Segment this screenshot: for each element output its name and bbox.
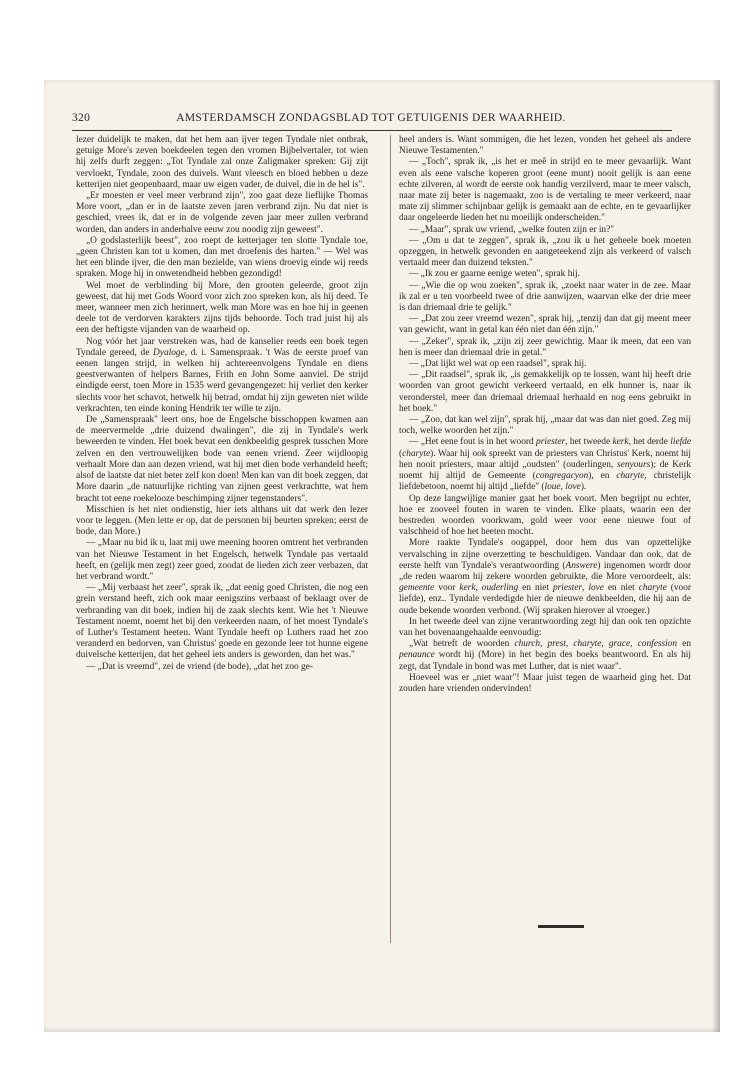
dialogue-line: — „Mij verbaast het zeer", sprak ik, „dat eenig goed Christen, die nog een grein verstand heeft, zich ook maar eenigszins verbaast of beklaagt over de verbranding van dit boek, indien hij de zaak slechts kent. Wie het 't Nieuwe Testament noemt, noemt het bij den verkeerden naam, of het moest Tyndale's of Luther's Testament heeten. Want Tyndale heeft op Luthers raad het zoo veranderd en bedorven, van Christus' goede en gezonde leer tot hunne eigene duivelsche ketterijen, dat het geheel iets anders is geworden, dan het was." xyxy=(76,583,368,661)
dialogue-line: — „Zeker", sprak ik, „zijn zij zeer gewichtig. Maar ik meen, dat een van hen is meer dan driemaal drie in getal." xyxy=(399,336,691,358)
article-end-rule xyxy=(538,925,584,928)
journal-title: AMSTERDAMSCH ZONDAGSBLAD TOT GETUIGENIS DER WAARHEID. xyxy=(176,112,566,124)
page-number: 320 xyxy=(72,112,91,124)
dialogue-line: — „Zoo, dat kan wel zijn", sprak hij, „maar dat was dan niet goed. Zeg mij toch, welke woorden het zijn." xyxy=(399,415,691,437)
dialogue-line: — „Dat is vreemd", zei de vriend (de bode), „dat het zoo ge- xyxy=(86,661,313,672)
paragraph: Op deze langwijlige manier gaat het boek voort. Men begrijpt nu echter, hoe er zooveel fouten in waren te vinden. Elke plaats, waarin een der bestreden woorden voorkwam, gold weer voor eene nieuwe fout of valschheid of hoe het heeten mocht. xyxy=(399,493,691,538)
paragraph: Wel moet de verblinding bij More, den grooten geleerde, groot zijn geweest, dat hij met Gods Woord voor zich zoo spreken kon, als hij deed. Te meer, wanneer men zich herinnert, welk man More was en hoe hij in geenen deele tot de verdorven karakters zijns tijds behoorde. Toch trad juist hij als een der heftigste vijanden van de waarheid op. xyxy=(76,280,368,336)
dialogue-line: — „Dat zou zeer vreemd wezen", sprak hij, „tenzij dan dat gij meent meer van gewicht, want in getal kan één niet dan één zijn." xyxy=(399,314,691,336)
paragraph: In het tweede deel van zijne verantwoording zegt hij dan ook ten opzichte van het bovenaangehaalde eenvoudig: xyxy=(399,616,691,638)
dialogue-line: — „Dit raadsel", sprak ik, „is gemakkelijk op te lossen, want hij heeft drie woorden van groot gewicht verkeerd vertaald, en elk hunner is, naar ik veronderstel, meer dan driemaal driemaal herhaald en nog eens gebruikt in het boek." xyxy=(399,370,691,414)
paragraph: More raakte Tyndale's oogappel, door hem dus van opzettelijke vervalsching in zijne overzetting te beschuldigen. Vandaar dan ook, dat de eerste helft van Tyndale's verantwoording (Answere) ingenomen wordt door „de reden waarom hij zekere woorden gebruikte, die More veroordeelt, als: gemeente voor kerk, ouderling en niet priester, love en niet charyte (voor liefde), enz.. Tyndale verdedigde hier de nieuwe denkbeelden, die hij aan de oude bekende woorden verbond. (Wij spraken hierover al vroeger.) xyxy=(399,538,691,616)
paragraph: „O godslasterlijk beest", zoo roept de ketterjager ten slotte Tyndale toe, „geen Christen kan tot u komen, dan met droefenis des harten." — Wel was het een blinde ijver, die den man bezielde, van wiens droevig einde wij reeds spraken. Moge hij in onwetendheid hebben gezondigd! xyxy=(76,235,368,280)
left-column xyxy=(76,135,368,673)
paragraph: Hoeveel was er „niet waar"! Maar juist tegen de waarheid ging het. Dat zouden hare vrienden ondervinden! xyxy=(399,672,691,694)
dialogue-line: — „Wie die op wou zoeken", sprak ik, „zoekt naar water in de zee. Maar ik zal er u ten voorbeeld twee of drie aanwijzen, waarvan elke der drie meer is dan driemaal drie te gelijk." xyxy=(399,280,691,314)
dialogue-line: — „Ik zou er gaarne eenige weten", sprak hij. xyxy=(409,269,580,280)
dialogue-line: — „Maar nu bid ik u, laat mij uwe meening hooren omtrent het verbranden van het Nieuwe Testament in het Engelsch, hetwelk Tyndale pas vertaald heeft, en (gelijk men zegt) zeer goed, zoodat de lieden zich zeer verbazen, dat het verbrand wordt." xyxy=(76,538,368,582)
column-divider xyxy=(390,135,391,943)
paragraph: De „Samenspraak" leert ons, hoe de Engelsche bisschoppen kwamen aan de meervermelde „drie duizend dwalingen", die zij in Tyndale's werk beweerden te vinden. Het boek bevat een denkbeeldig gesprek tusschen More zelven en den vertrouwelijken bode van eenen vriend. Zeer wijdloopig verhaalt More dan aan dezen vriend, wat hij met dien bode verhandeld heeft; alsof de laatste dat niet beter zelf kon doen! Men kan van dit boek zeggen, dat More daarin „de natuurlijke richting van zijnen geest verkrachtte, wat hem bracht tot eene roekelooze beschimping zijner tegenstanders". xyxy=(76,415,368,504)
paragraph: lezer duidelijk te maken, dat het hem aan ijver tegen Tyndale niet ontbrak, getuige More's zeven boekdeelen tegen den vromen Bijbelvertaler, tot wien hij zelfs durft zeggen: „Tot Tyndale zal onze Zaligmaker spreken: Gij zijt vervloekt, Tyndale, zoon des duivels. Want vleesch en bloed hebben u deze ketterijen niet geopenbaard, maar uw eigen vader, de duivel, die in de hel is". xyxy=(76,135,368,190)
dialogue-line: — „Het eene fout is in het woord priester, het tweede kerk, het derde liefde (charyte). Waar hij ook spreekt van de priesters van Christus' Kerk, noemt hij hen nooit priesters, maar altijd „oudsten" (ouderlingen, senyours); de Kerk noemt hij altijd de Gemeente (congregacyon), en charyte, christelijk liefdebetoon, noemt hij altijd „liefde" (loue, love). xyxy=(399,437,692,493)
paragraph: Nog vóór het jaar verstreken was, had de kanselier reeds een boek tegen Tyndale gereed, de Dyaloge, d. i. Samenspraak. 't Was de eerste proef van eenen langen strijd, in welken hij achtereenvolgens Tyndale en diens geestverwanten of helpers Barnes, Frith en John Some aanviel. De strijd eindigde eerst, toen More in 1535 werd gevangengezet: hij verliet den kerker slechts voor het schavot, hetwelk hij betrad, omdat hij zijn geweten niet wilde verkrachten, ten einde koning Hendrik ter wille te zijn. xyxy=(76,336,368,414)
paragraph: Misschien is het niet ondienstig, hier iets althans uit dat werk den lezer voor te leggen. (Men lette er op, dat de personen bij beurten spreken; eerst de bode, dan More.) xyxy=(76,504,368,538)
paragraph: „Er moesten er veel meer verbrand zijn", zoo gaat deze lieflijke Thomas More voort, „dan er in de laatste zeven jaren verbrand zijn. Nu dat niet is geschied, vrees ik, dat er in de volgende zeven jaar meer zullen verbrand worden, dan anders in anderhalve eeuw zou noodig zijn geweest". xyxy=(76,191,368,235)
dialogue-line: — „Om u dat te zeggen", sprak ik, „zou ik u het geheele boek moeten opzeggen, in hetwelk gevonden en aangeteekend zijn als verkeerd of valsch vertaald meer dan duizend teksten." xyxy=(399,235,691,269)
page-edge-shadow xyxy=(712,80,720,1032)
dialogue-line: — „Maar", sprak uw vriend, „welke fouten zijn er in?" xyxy=(409,224,615,235)
right-column xyxy=(399,135,691,695)
quotation: „Wat betreft de woorden church, prest, charyte, grace, confession en penaunce wordt hij (More) in het begin des boeks beantwoord. En als hij zegt, dat Tyndale in bond was met Luther, dat is niet waar". xyxy=(399,639,692,672)
dialogue-line: — „Toch", sprak ik, „is het er meê in strijd en te meer gevaarlijk. Want even als eene valsche koperen groot (eene munt) nooit gelijk is aan eene echte zilveren, al wordt de eerste ook handig verzilverd, maar te meer valsch, naar mate zij beter is nagemaakt, zoo is de vertaling te meer verkeerd, naar mate zij slimmer schijnbaar gelijk is gemaakt aan de echte, en te gevaarlijker daar ongeleerde lieden het nu moeilijk onderscheiden." xyxy=(399,157,691,224)
paragraph-continuation: heel anders is. Want sommigen, die het lezen, vonden het geheel als andere Nieuwe Testamenten." xyxy=(399,135,691,157)
running-header xyxy=(72,112,670,128)
dialogue-line: — „Dat lijkt wel wat op een raadsel", sprak hij. xyxy=(409,359,587,370)
header-rule xyxy=(72,130,672,131)
